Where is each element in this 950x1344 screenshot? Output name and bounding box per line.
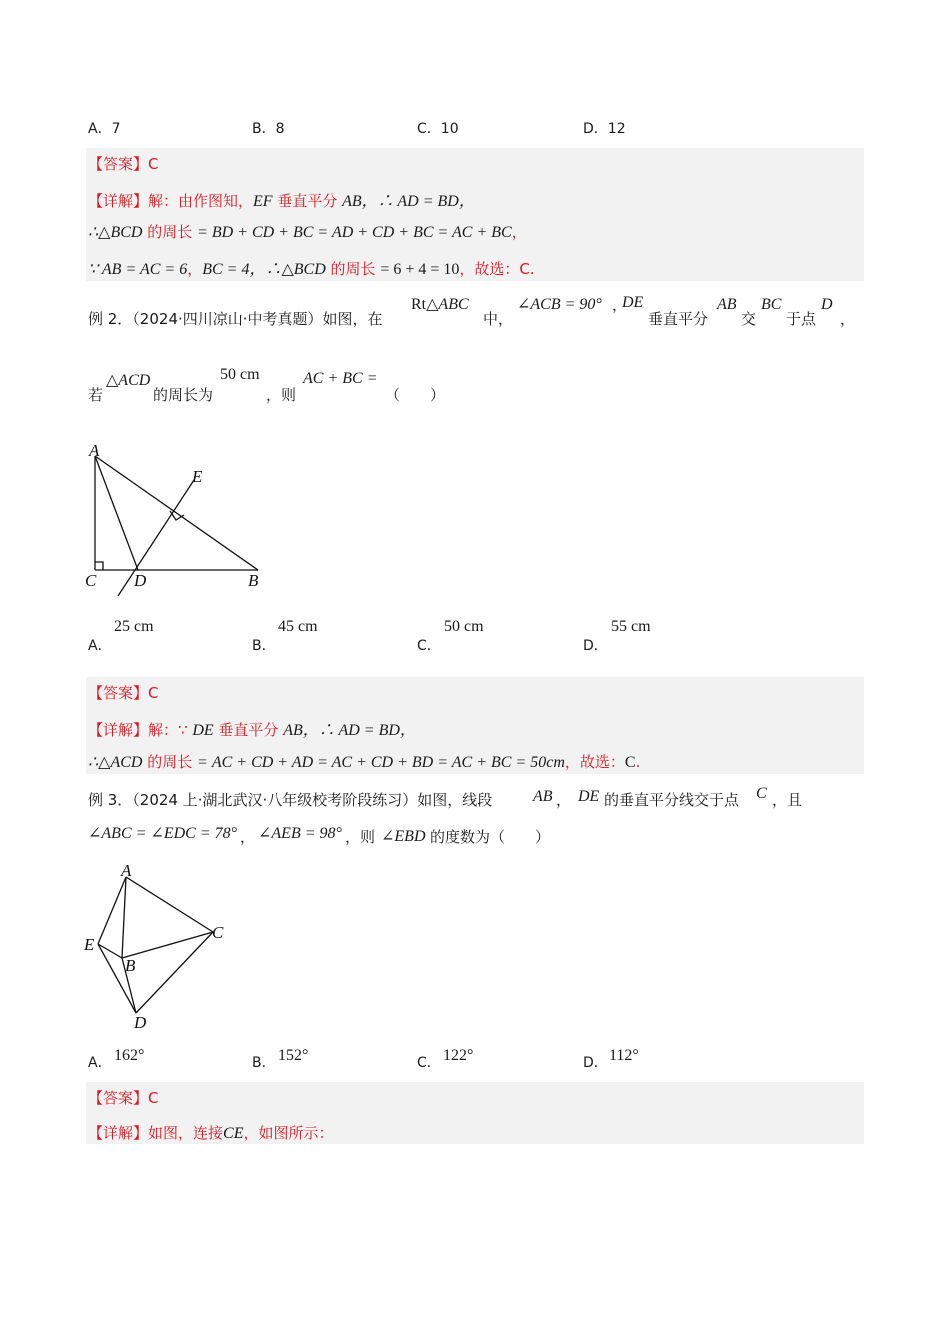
q3-ab: AB — [533, 788, 553, 805]
q2-segment-ad — [95, 456, 138, 570]
q2-option-d-value: 55 cm — [611, 618, 651, 635]
q2-d: D — [821, 296, 833, 313]
q3-option-b-label: B． — [252, 1055, 276, 1071]
q2-stem-zhong: 中， — [483, 310, 514, 328]
q2-acd: △ACD — [106, 372, 151, 389]
q3-segment-ac — [126, 877, 213, 932]
q1-option-a: A．7 — [88, 121, 121, 137]
q3-de: DE — [578, 788, 600, 805]
q2-right-angle-c — [95, 562, 103, 570]
q2-perp: 垂直平分 — [648, 310, 709, 328]
q2-option-a-value: 25 cm — [114, 618, 154, 635]
q2-angle: ∠ACB = 90° — [517, 296, 602, 313]
q3-label-e: E — [84, 935, 95, 954]
q2-stem-head: 例 2．（2024·四川凉山·中考真题）如图，在 — [88, 310, 383, 328]
q2-endcomma: ， — [840, 310, 856, 328]
q2-jiao: 交 — [741, 310, 757, 328]
q1-detail-line2: ∴△BCD 的周长 = BD + CD + BC = AD + CD + BC = AC + BC， — [88, 223, 527, 241]
q3-label-d: D — [134, 1013, 147, 1032]
q2-option-c-label: C． — [417, 638, 441, 654]
q3-answer-line: 【答案】C — [88, 1089, 159, 1107]
q2-rt: Rt△ABC — [411, 296, 469, 313]
q2-label-c: C — [85, 571, 97, 590]
q3-option-c-value: 122° — [443, 1047, 474, 1064]
q2-label-d: D — [134, 571, 147, 590]
q3-option-a-value: 162° — [114, 1047, 145, 1064]
q2-option-a-label: A． — [88, 638, 112, 654]
q3-figure — [80, 860, 240, 1035]
q2-figure — [80, 436, 280, 606]
q3-label-c: C — [212, 923, 224, 942]
q2-ze: ，则 — [266, 386, 297, 404]
q3-segment-bc — [122, 932, 213, 958]
q3-angle2: ∠AEB = 98° — [258, 825, 342, 842]
q2-option-d-label: D． — [583, 638, 608, 654]
q1-option-d: D．12 — [583, 121, 626, 137]
q1-detail-line1: 【详解】解：由作图知，EF 垂直平分 AB，∴ AD = BD， — [88, 192, 475, 210]
q3-option-b-value: 152° — [278, 1047, 309, 1064]
q2-ruo: 若 — [88, 386, 104, 404]
q2-detail-line1: 【详解】解：∵ DE 垂直平分 AB，∴ AD = BD， — [88, 721, 416, 739]
q2-label-b: B — [248, 571, 259, 590]
q3-option-d-value: 112° — [609, 1047, 639, 1064]
q3-label-a: A — [121, 861, 132, 880]
q2-zhouchang: 的周长为 — [153, 386, 214, 404]
q3-tail: 的度数为（ ） — [430, 828, 551, 846]
q2-line-de — [118, 480, 194, 596]
q1-detail-line3: ∵ AB = AC = 6，BC = 4，∴△BCD 的周长 = 6 + 4 = 10，故选：C. — [88, 260, 535, 278]
q2-detail-line2: ∴△ACD 的周长 = AC + CD + AD = AC + CD + BD = AC + BC = 50cm，故选：C. — [88, 753, 641, 771]
q3-mid: 的垂直平分线交于点 — [604, 791, 740, 809]
q2-option-b-label: B． — [252, 638, 276, 654]
q2-yudian: 于点 — [786, 310, 817, 328]
q3-stem-head: 例 3．（2024 上·湖北武汉·八年级校考阶段练习）如图，线段 — [88, 791, 493, 809]
q3-angle1: ∠ABC = ∠EDC = 78° — [88, 825, 238, 842]
q2-ab: AB — [717, 296, 737, 313]
q3-detail-line1: 【详解】如图，连接CE，如图所示： — [88, 1124, 334, 1142]
q2-paren: （ ） — [385, 386, 446, 404]
q3-segment-ea — [98, 877, 126, 944]
q1-option-c: C．10 — [417, 121, 459, 137]
q3-option-a-label: A． — [88, 1055, 112, 1071]
q2-segment-ab — [95, 456, 258, 570]
q1-answer-line: 【答案】C — [88, 155, 159, 173]
q2-option-c-value: 50 cm — [444, 618, 484, 635]
q2-sum: AC + BC = — [303, 370, 378, 387]
q2-option-b-value: 45 cm — [278, 618, 318, 635]
q3-option-c-label: C． — [417, 1055, 441, 1071]
q3-label-b: B — [125, 956, 136, 975]
q3-segment-ab — [122, 877, 126, 958]
q3-angle3: ∠EBD — [381, 828, 426, 845]
q2-bc: BC — [761, 296, 782, 313]
q3-ze: ，则 — [345, 828, 376, 846]
q2-label-e: E — [192, 467, 203, 486]
q3-option-d-label: D． — [583, 1055, 608, 1071]
q3-c2: ， — [240, 828, 256, 846]
q1-option-b: B．8 — [252, 121, 285, 137]
q3-segment-cd — [136, 932, 213, 1013]
q2-value: 50 cm — [220, 366, 260, 383]
q3-c1: ， — [556, 791, 572, 809]
q2-de: DE — [622, 294, 644, 311]
q2-label-a: A — [89, 441, 100, 460]
q3-c: C — [756, 785, 767, 802]
q2-answer-line: 【答案】C — [88, 684, 159, 702]
q2-comma: ， — [612, 296, 628, 314]
q3-qie: ，且 — [772, 791, 803, 809]
